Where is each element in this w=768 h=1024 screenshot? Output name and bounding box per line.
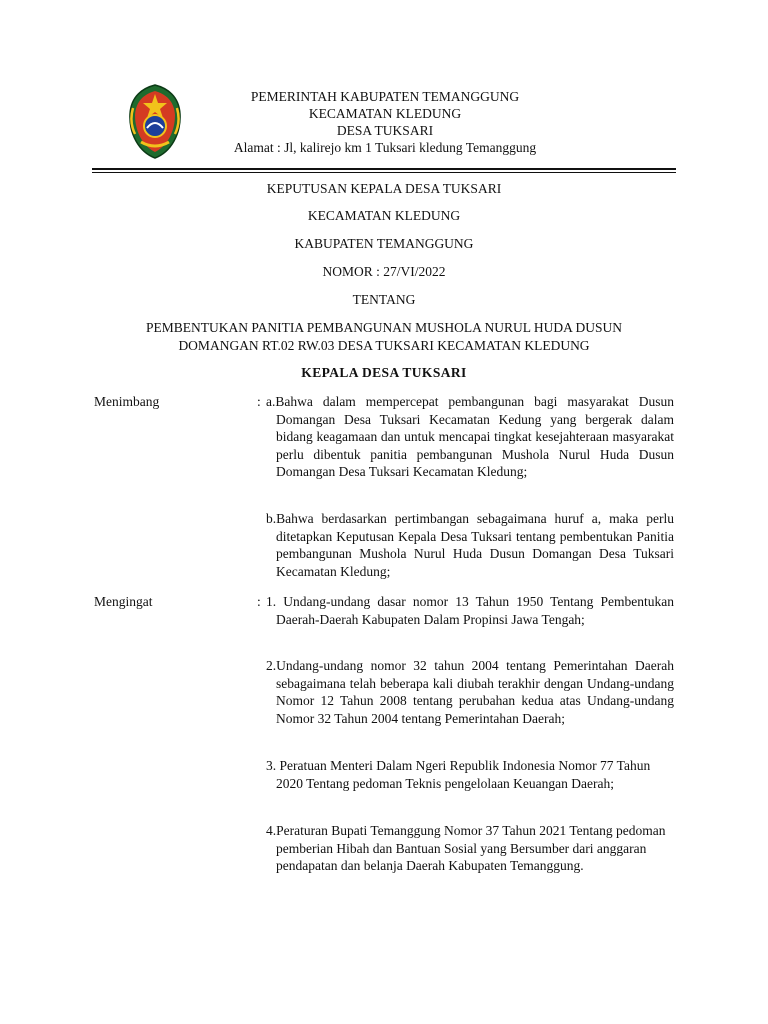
- mengingat-item-1-text: Undang-undang dasar nomor 13 Tahun 1950 Tentang Pembentukan Daerah-Daerah Kabupaten Dalam Propinsi Jawa Tengah;: [276, 594, 674, 627]
- letterhead-district: KECAMATAN KLEDUNG: [308, 106, 462, 121]
- menimbang-item-a: [266, 393, 674, 481]
- decree-subject-line1: PEMBENTUKAN PANITIA PEMBANGUNAN MUSHOLA NURUL HUDA DUSUN: [145, 320, 623, 335]
- mengingat-item-1: [266, 593, 674, 628]
- mengingat-item-3-text: Peratuan Menteri Dalam Ngeri Republik Indonesia Nomor 77 Tahun 2020 Tentang pedoman Teknis pengelolaan Keuangan Daerah;: [276, 758, 651, 791]
- letterhead-rule-thin: [92, 172, 676, 173]
- mengingat-item-2-lead: 2.: [266, 658, 277, 673]
- mengingat-item-4-lead: 4.: [266, 823, 277, 838]
- mengingat-item-3: [266, 757, 674, 792]
- menimbang-item-b: [266, 510, 674, 580]
- menimbang-item-a-lead: a.: [266, 394, 276, 409]
- mengingat-item-1-lead: 1.: [266, 594, 284, 609]
- letterhead-address: Alamat : Jl, kalirejo km 1 Tuksari kledung Temanggung: [233, 140, 537, 155]
- letterhead-rule-thick: [92, 168, 676, 170]
- letterhead: [185, 88, 585, 156]
- mengingat-item-2-text: Undang-undang nomor 32 tahun 2004 tentang Pemerintahan Daerah sebagaimana telah beberapa kali diubah terakhir dengan Undang-undang Nomor 12 Tahun 2008 tentang perubahan kedua atas Undang-undang Nomor 32 Tahun 2004 tentang Pemerintahan Daerah;: [276, 658, 674, 726]
- mengingat-item-2: [266, 657, 674, 727]
- decree-regency: KABUPATEN TEMANGGUNG: [294, 236, 474, 251]
- mengingat-colon: :: [257, 594, 261, 609]
- decree-subject: [92, 319, 676, 355]
- decree-number: NOMOR : 27/VI/2022: [322, 264, 446, 279]
- mengingat-item-4: [266, 822, 674, 875]
- mengingat-label: Mengingat: [94, 594, 153, 609]
- menimbang-colon: :: [257, 394, 261, 409]
- mengingat-item-3-lead: 3.: [266, 758, 280, 773]
- mengingat-item-4-text: Peraturan Bupati Temanggung Nomor 37 Tahun 2021 Tentang pedoman pemberian Hibah dan Bantuan Sosial yang Bersumber dari anggaran pendapatan dan belanja Daerah Kabupaten Temanggung.: [276, 823, 666, 874]
- decree-head-title: KEPALA DESA TUKSARI: [301, 365, 467, 380]
- menimbang-label: Menimbang: [94, 394, 160, 409]
- menimbang-item-b-text: Bahwa berdasarkan pertimbangan sebagaimana huruf a, maka perlu ditetapkan Keputusan Kepala Desa Tuksari tentang pembentukan Panitia pembangunan Mushola Nurul Huda Dusun Domangan Desa Tuksari Kecamatan Kledung;: [276, 511, 674, 579]
- decree-district: KECAMATAN KLEDUNG: [307, 208, 461, 223]
- letterhead-village: DESA TUKSARI: [336, 123, 434, 138]
- decree-title: KEPUTUSAN KEPALA DESA TUKSARI: [266, 181, 502, 196]
- menimbang-item-b-lead: b.: [266, 511, 277, 526]
- decree-about: TENTANG: [352, 292, 416, 307]
- menimbang-item-a-text: Bahwa dalam mempercepat pembangunan bagi masyarakat Dusun Domangan Desa Tuksari Kecamatan Kedung yang bergerak dalam bidang keagamaan dan untuk mencapai tingkat kesejahteraan masyarakat perlu dibentuk panitia pembangunan Mushola Nurul Huda Dusun Domangan Desa Tuksari Kecamatan Kledung;: [275, 394, 674, 480]
- regency-emblem-logo: [127, 82, 183, 160]
- decree-subject-line2: DOMANGAN RT.02 RW.03 DESA TUKSARI KECAMATAN KLEDUNG: [178, 338, 590, 353]
- letterhead-government: PEMERINTAH KABUPATEN TEMANGGUNG: [250, 89, 520, 104]
